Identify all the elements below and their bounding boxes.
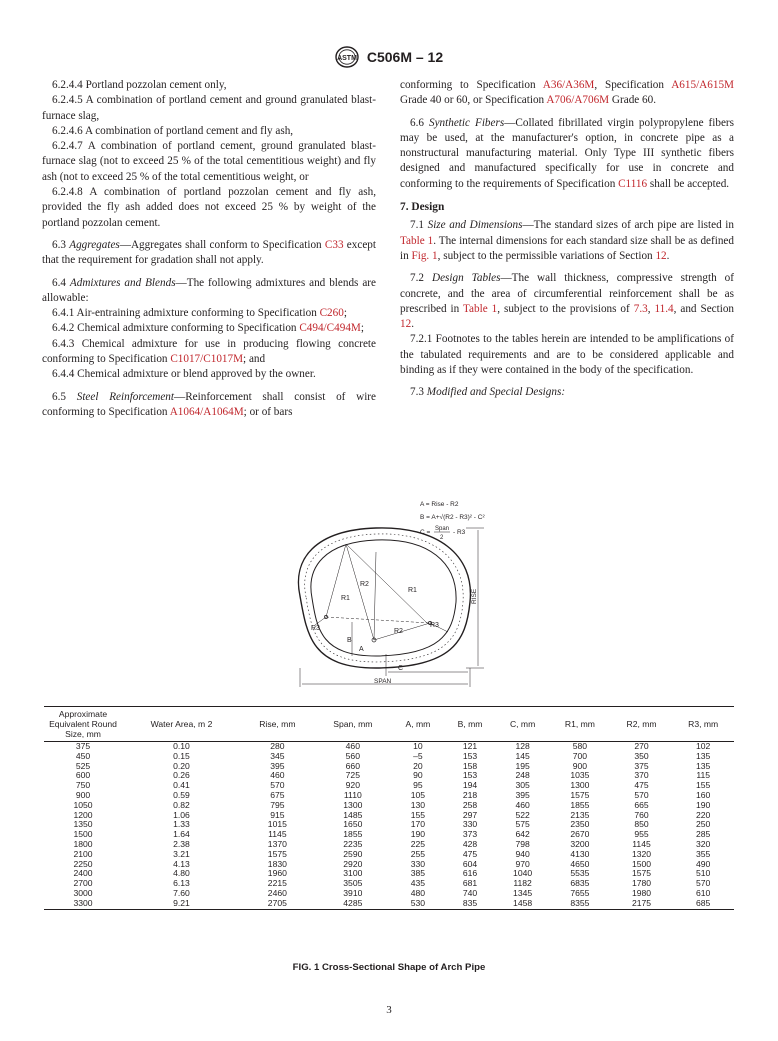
table-cell: 940 [515,848,530,859]
table-cell: 4.13 [173,858,190,869]
header-round-size: Approximate Equivalent Round Size, mm [44,707,122,742]
table-cell: 0.20 [173,760,190,771]
table-cell: 480 [410,887,426,898]
ref-link-c260[interactable]: C260 [319,307,344,320]
table-cell: 1200 [73,809,93,820]
table-cell: 2700 [73,878,93,889]
table-cell: 475 [462,848,478,859]
paragraph-admixtures: 6.4 Admixtures and Blends—The following admixtures and blends are allowable: [42,276,376,304]
table-cell: 20 [413,760,423,771]
table-cell: 1855 [570,799,590,810]
table-cell: 297 [462,809,478,820]
svg-text:ASTM: ASTM [336,55,357,62]
paragraph-steel: 6.5 Steel Reinforcement—Reinforcement shall consist of wire conforming to Specification A1064/A1064M; or of bars [42,390,376,418]
table-row [44,791,734,801]
table-cell: 1780 [631,878,652,889]
table-cell: 1320 [631,848,652,859]
figure-caption: FIG. 1 Cross-Sectional Shape of Arch Pipe [292,962,486,973]
table-cell: 128 [515,741,530,751]
table-cell: 1300 [570,780,590,791]
table-cell: 1110 [343,789,362,800]
ref-link-a615[interactable]: A615/A615M [671,79,734,91]
table-cell: 355 [695,848,711,859]
table-cell: 665 [634,799,649,810]
table-cell: 1855 [343,829,363,840]
table-row [44,762,734,772]
table-cell: 3300 [44,899,122,909]
table-cell: 155 [410,809,426,820]
table-row [44,771,734,781]
label-b: B [347,637,352,644]
table-cell: 3100 [343,868,363,879]
table-row [44,840,734,850]
paragraph: 6.2.4.5 A combination of portland cement and ground granulated blast-furnace slag, [42,94,376,122]
table-header-row [44,707,734,742]
table-cell: 3505 [343,878,363,889]
table-cell: 570 [270,780,285,791]
table-cell: 345 [270,750,285,761]
table-cell: 1035 [570,770,590,781]
table-cell: 102 [695,741,711,751]
table-cell: 4650 [570,858,590,869]
table-cell: 1050 [73,799,93,810]
table-cell: 4285 [314,899,392,909]
table-cell: 375 [634,760,649,771]
table-cell: 681 [462,878,478,889]
table-cell: 460 [345,741,360,751]
table-cell: 2460 [267,887,287,898]
table-cell: 194 [462,780,478,791]
table-cell: 915 [270,809,285,820]
table-cell: 1500 [631,858,652,869]
ref-link-c1017[interactable]: C1017/C1017M [170,353,244,366]
label-r1-left: R1 [341,595,350,602]
table-cell: 1575 [631,868,652,879]
table-cell: 460 [515,799,530,810]
table-cell: 1650 [343,819,363,830]
label-rise: RISE [471,588,478,604]
table-cell: 2215 [267,878,287,889]
table-cell: 435 [410,878,426,889]
label-a: A [359,646,364,653]
formula-c-lhs: C = [420,529,431,536]
table-cell: 305 [515,780,530,791]
table-cell: 0.26 [173,770,190,781]
table-cell: 7.60 [173,887,190,898]
table-row [44,801,734,811]
table-cell: 225 [410,838,426,849]
table-cell: 616 [462,868,478,879]
table-cell: 1575 [570,789,590,800]
table-row [44,781,734,791]
table-cell: 725 [345,770,360,781]
page-header [0,46,778,68]
table-cell: 900 [75,789,91,800]
paragraph: conforming to Specification A36/A36M, Specification A615/A615M Grade 40 or 60, or Specification A706/A706M Grade 60. [400,79,734,107]
paragraph: 6.2.4.8 A combination of portland pozzolan cement and fly ash, provided the fly ash added does not exceed 25 % by weight of the portland pozzolan cement. [42,186,376,229]
table-cell: 121 [462,741,478,751]
table-cell: 560 [345,750,360,761]
ref-link-c33[interactable]: C33 [324,238,344,251]
table-cell: 330 [462,819,478,830]
table-cell: 1575 [267,848,287,859]
ref-link-7-3[interactable]: 7.3 [633,302,648,315]
table-cell: 1300 [343,799,363,810]
paragraph-fibers: 6.6 Synthetic Fibers—Collated fibrillated virgin polypropylene fibers may be used, at the manufacturer's option, in concrete pipe as a nonstructural manufacturing material. Only Type III synthetic fibers designed and manufactured specifically for use in concrete and conforming to the requirements of Specification C1116 shall be accepted. [400,116,735,190]
formula-a: A = Rise - R2 [420,501,459,508]
table-row [44,869,734,879]
ref-link-a36[interactable]: A36/A36M [542,79,595,91]
table-cell: 0.59 [173,789,190,800]
table-cell: –5 [413,750,423,761]
ref-link-c494[interactable]: C494/C494M [299,322,361,335]
table-row [44,811,734,821]
table-cell: 460 [270,770,285,781]
table-cell: 2135 [570,809,590,820]
table-cell: 0.10 [173,741,190,751]
table-cell: 428 [462,838,478,849]
header-c: C, mm [496,707,549,742]
table-cell: 1830 [267,858,287,869]
paragraph: 6.4.3 Chemical admixture for use in producing flowing concrete conforming to Specification C1017/C1017M; and [42,337,376,366]
table-cell: 105 [410,789,426,800]
table-cell: 1500 [73,829,93,840]
table-cell: 685 [672,899,734,909]
table-cell: 6.13 [173,878,190,889]
paragraph: 6.2.4.6 A combination of portland cement and fly ash, [52,124,294,137]
paragraph-tables: 7.2 Design Tables—The wall thickness, compressive strength of concrete, and the area of circumferential reinforcement shall be as prescribed in Table 1, subject to the provisions of 7.3, 11.4, and Section 12. [400,272,735,331]
label-r2-mid: R2 [394,628,403,635]
table-cell: 1980 [631,887,652,898]
header-b: B, mm [444,707,496,742]
ref-link-11-4[interactable]: 11.4 [654,302,674,315]
table-cell: 530 [392,899,444,909]
ref-link-table1[interactable]: Table 1 [400,234,434,247]
table-cell: 135 [695,760,711,771]
table-cell: 750 [75,780,91,791]
table-cell: 10 [413,741,423,751]
table-cell: 955 [634,829,649,840]
table-cell: 8355 [549,899,611,909]
table-cell: 4.80 [173,868,190,879]
table-cell: 385 [410,868,426,879]
header-rise: Rise, mm [241,707,314,742]
table-cell: 835 [444,899,496,909]
table-cell: 160 [695,789,711,800]
table-cell: 475 [634,780,649,791]
table-row [44,830,734,840]
left-column [42,78,376,420]
table-cell: 1370 [267,838,287,849]
table-cell: 220 [695,809,711,820]
table-cell: 795 [270,799,285,810]
table-cell: 760 [634,809,649,820]
table-cell: 2590 [343,848,363,859]
table-cell: 570 [634,789,649,800]
paragraph-aggregates: 6.3 Aggregates—Aggregates shall conform to Specification C33 except that the requirement for gradation shall not apply. [42,238,377,267]
formula-b: B = A+√(R2 - R3)² - C² [420,514,485,521]
table-cell: 1485 [343,809,363,820]
table-cell: 145 [515,750,530,761]
table-cell: 250 [695,819,711,830]
table-cell: 2175 [611,899,673,909]
table-cell: 9.21 [122,899,241,909]
table-cell: 170 [410,819,426,830]
table-cell: 525 [75,760,91,771]
ref-link-section12[interactable]: 12 [400,318,412,331]
table-cell: 642 [515,829,530,840]
table-cell: 660 [345,760,360,771]
table-cell: 280 [270,741,285,751]
table-cell: 2350 [570,819,590,830]
ref-link-section12[interactable]: 12 [655,249,667,262]
table-cell: 798 [515,838,530,849]
table-row [44,879,734,889]
table-cell: 285 [695,829,711,840]
label-c: C [398,665,404,672]
table-cell: 1145 [268,829,287,840]
table-cell: 3000 [73,887,93,898]
table-cell: 0.82 [173,799,190,810]
formula-c-num: Span [435,526,450,532]
table-cell: 5535 [570,868,590,879]
table-cell: 2670 [570,829,590,840]
table-cell: 604 [462,858,478,869]
table-cell: 1458 [496,899,549,909]
table-cell: 2.38 [173,838,190,849]
table-cell: 373 [462,829,478,840]
table-row [44,860,734,870]
table-cell: 0.41 [173,780,190,791]
table-cell: 95 [413,780,423,791]
paragraph: 6.4.1 Air-entraining admixture conforming to Specification C260; [52,307,347,320]
table-cell: 2235 [343,838,363,849]
header-a: A, mm [392,707,444,742]
table-row [44,742,734,752]
table-cell: 920 [345,780,360,791]
table-cell: 190 [695,799,711,810]
paragraph: 6.2.4.7 A combination of portland cement, ground granulated blast-furnace slag (not to exceed 25 % of the total cementitious weight) and fly ash (not to exceed 25 % of the total cementitious weight, or [42,140,376,183]
header-r2: R2, mm [611,707,673,742]
table-cell: 4130 [570,848,590,859]
table-cell: 155 [695,780,711,791]
table-cell: 580 [572,741,588,751]
table-cell: 153 [462,770,478,781]
table-cell: 3200 [570,838,590,849]
table-row [44,752,734,762]
label-r1-right: R1 [408,587,417,594]
ref-link-c1116[interactable]: C1116 [618,177,648,190]
table-cell: 570 [695,878,711,889]
table-cell: 700 [572,750,588,761]
label-span: SPAN [374,678,392,685]
table-cell: 610 [695,887,711,898]
table-row [44,820,734,830]
section-heading: 7. Design [400,201,445,214]
table-cell: 370 [634,770,649,781]
label-r2-top: R2 [360,581,369,588]
table-body [44,742,734,910]
table-cell: 2250 [73,858,93,869]
ref-link-a706[interactable]: A706/A706M [546,94,610,107]
table-cell: 1182 [513,878,532,889]
arch-pipe-dimensions-table [44,706,734,910]
table-cell: 2920 [343,858,363,869]
table-cell: 320 [695,838,711,849]
table-cell: 0.15 [173,750,190,761]
table-cell: 158 [462,760,478,771]
table-cell: 218 [462,789,478,800]
table-cell: 330 [410,858,426,869]
table-cell: 375 [75,741,91,751]
page-number: 3 [386,1004,392,1016]
paragraph-size: 7.1 Size and Dimensions—The standard sizes of arch pipe are listed in Table 1. The internal dimensions for each standard size shall be as defined in Fig. 1, subject to the permissible variations of Section 12. [400,219,735,262]
right-column [400,78,734,401]
table-cell: 450 [75,750,91,761]
table-cell: 395 [515,789,530,800]
ref-link-a1064[interactable]: A1064/A1064M [169,405,244,418]
table-cell: 1040 [513,868,533,879]
paragraph: 6.4.2 Chemical admixture conforming to Specification C494/C494M; [52,322,364,335]
table-cell: 1800 [73,838,93,849]
table-cell: 135 [695,750,711,761]
formula-c-den: 2 [440,535,444,541]
table-cell: 258 [462,799,478,810]
table-cell: 350 [634,750,649,761]
header-span: Span, mm [314,707,392,742]
table-row [44,889,734,899]
header-water-area: Water Area, m 2 [122,707,241,742]
document-id: C506M – 12 [366,49,444,65]
arch-pipe-diagram [270,492,525,687]
table-cell: 1145 [632,838,651,849]
table-cell: 1.33 [173,819,190,830]
ref-link-table1[interactable]: Table 1 [463,302,498,315]
header-r3: R3, mm [672,707,734,742]
table-cell: 90 [413,770,423,781]
table-cell: 153 [462,750,478,761]
table-cell: 740 [462,887,478,898]
table-cell: 675 [270,789,285,800]
formula-c-rhs: - R3 [453,529,466,536]
paragraph: 6.4.4 Chemical admixture or blend approved by the owner. [52,368,316,381]
table-cell: 510 [695,868,711,879]
table-cell: 1350 [73,819,93,830]
table-row [44,899,734,909]
table-cell: 1.06 [173,809,190,820]
table-cell: 900 [572,760,588,771]
table-cell: 850 [634,819,649,830]
paragraph-modified: 7.3 Modified and Special Designs: [410,386,566,399]
table-cell: 3910 [343,887,363,898]
table-cell: 970 [515,858,530,869]
table-cell: 2100 [73,848,93,859]
table-cell: 7655 [570,887,590,898]
table-cell: 1.64 [173,829,190,840]
table-cell: 2400 [73,868,93,879]
table-cell: 600 [75,770,91,781]
table-cell: 1015 [267,819,287,830]
table-row [44,850,734,860]
table-cell: 490 [695,858,711,869]
table-cell: 195 [515,760,530,771]
paragraph: 7.2.1 Footnotes to the tables herein are intended to be amplifications of the tabulated requirements and are to be considered applicable and binding as if they were contained in the body of the specification. [400,333,734,377]
table-cell: 130 [410,799,426,810]
table-cell: 190 [410,829,426,840]
table-cell: 1960 [267,868,287,879]
ref-link-fig1[interactable]: Fig. 1 [411,249,438,262]
table-cell: 248 [515,770,530,781]
header-r1: R1, mm [549,707,611,742]
table-cell: 395 [270,760,285,771]
table-cell: 2705 [241,899,314,909]
table-cell: 575 [515,819,530,830]
table-cell: 6835 [570,878,590,889]
label-r3-right: R3 [430,622,439,629]
table-cell: 255 [410,848,426,859]
table-cell: 522 [515,809,530,820]
table-cell: 3.21 [173,848,190,859]
paragraph: 6.2.4.4 Portland pozzolan cement only, [52,79,227,91]
astm-logo-icon [335,46,359,68]
table-cell: 1345 [513,887,533,898]
table-cell: 270 [634,741,649,751]
table-cell: 115 [696,770,711,781]
label-r3-left: R3 [311,625,320,632]
